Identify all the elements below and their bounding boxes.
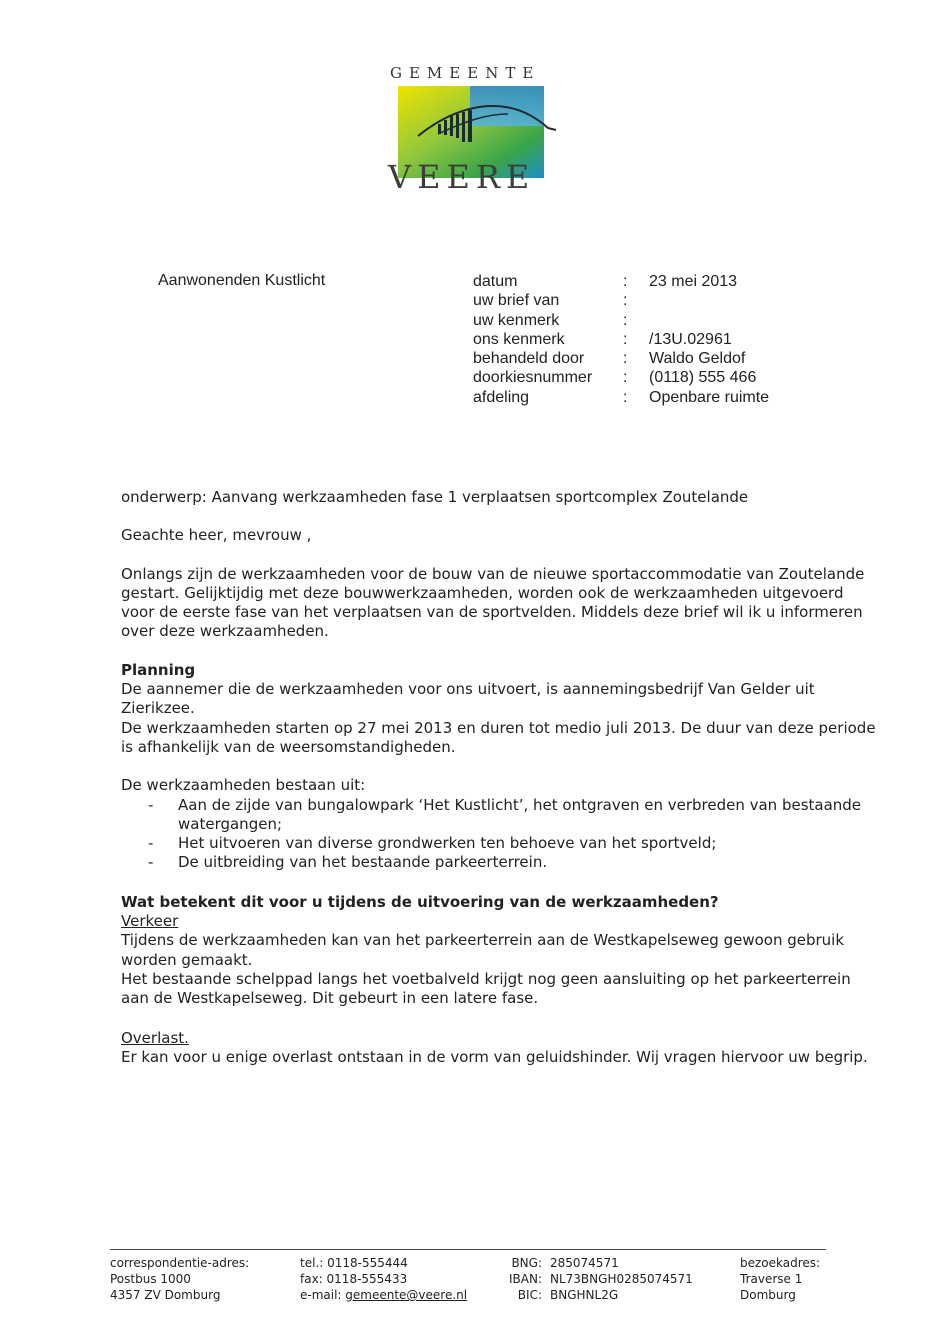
- meta-separator: :: [623, 273, 628, 290]
- footer-email-line: [300, 1287, 467, 1303]
- meta-label: afdeling: [473, 388, 530, 406]
- footer-address-line: correspondentie-adres:: [110, 1256, 250, 1270]
- works-intro: De werkzaamheden bestaan uit:: [121, 776, 366, 795]
- footer-address-line: Postbus 1000: [110, 1272, 191, 1286]
- recipient: Aanwonenden Kustlicht: [158, 272, 326, 289]
- email-link[interactable]: gemeente@veere.nl: [345, 1288, 468, 1302]
- list-item: - Het uitvoeren van diverse grondwerken ten behoeve van het sportveld;: [121, 834, 881, 853]
- meta-label: datum: [473, 273, 518, 290]
- salutation: Geachte heer, mevrouw ,: [121, 526, 312, 545]
- meta-value: 23 mei 2013: [649, 273, 738, 290]
- footer-phone: tel.: 0118-555444: [300, 1256, 408, 1270]
- meta-separator: :: [623, 388, 628, 406]
- impact-heading: Wat betekent dit voor u tijdens de uitvoering van de werkzaamheden?: [121, 892, 719, 911]
- subject-line: onderwerp: Aanvang werkzaamheden fase 1 verplaatsen sportcomplex Zoutelande: [121, 488, 749, 506]
- footer-bank-label: BNG:: [511, 1256, 542, 1270]
- traffic-heading: Verkeer: [121, 912, 179, 931]
- meta-label: behandeld door: [473, 350, 585, 368]
- planning-heading: Planning: [121, 660, 196, 679]
- footer-bank-value: 285074571: [550, 1256, 619, 1270]
- logo-top-text: GEMEENTE: [390, 64, 541, 82]
- meta-value: Waldo Geldof: [649, 350, 746, 368]
- meta-value: /13U.02961: [649, 330, 732, 348]
- works-list: [121, 796, 881, 873]
- letter-footer: [110, 1249, 826, 1302]
- planning-paragraph-2: De werkzaamheden starten op 27 mei 2013 en duren tot medio juli 2013. De duur van deze periode is afhankelijk van de weersomstandigheden.: [121, 718, 876, 756]
- footer-fax: fax: 0118-555433: [300, 1272, 408, 1286]
- footer-bank-label: BIC:: [517, 1288, 542, 1302]
- footer-address-line: 4357 ZV Domburg: [110, 1288, 221, 1302]
- meta-label: ons kenmerk: [473, 330, 565, 348]
- footer-visit-line: bezoekadres:: [740, 1256, 821, 1270]
- meta-separator: :: [623, 350, 628, 368]
- list-item: - Aan de zijde van bungalowpark ‘Het Kustlicht’, het ontgraven en verbreden van bestaande watergangen;: [121, 796, 881, 835]
- footer-bank-value: BNGHNL2G: [550, 1288, 619, 1302]
- meta-separator: :: [623, 369, 628, 387]
- meta-separator: :: [623, 311, 628, 329]
- footer-bank-value: NL73BNGH0285074571: [550, 1272, 693, 1286]
- footer-bank-label: IBAN:: [509, 1272, 542, 1286]
- traffic-paragraph-2: Het bestaande schelppad langs het voetbalveld krijgt nog geen aansluiting op het parkeerterrein aan de Westkapelseweg. Dit gebeurt in een latere fase.: [121, 969, 851, 1008]
- meta-separator: :: [623, 292, 628, 310]
- nuisance-paragraph: Er kan voor u enige overlast ontstaan in de vorm van geluidshinder. Wij vragen hiervoor uw begrip.: [121, 1047, 868, 1066]
- meta-separator: :: [623, 330, 628, 348]
- meta-label: uw kenmerk: [473, 311, 560, 329]
- footer-contact: [300, 1255, 467, 1303]
- list-item: - De uitbreiding van het bestaande parkeerterrein.: [121, 853, 881, 872]
- meta-value: (0118) 555 466: [649, 369, 757, 387]
- meta-label: doorkiesnummer: [473, 369, 593, 387]
- meta-label: uw brief van: [473, 292, 560, 310]
- meta-value: Openbare ruimte: [649, 388, 770, 406]
- footer-bank-labels: [500, 1255, 542, 1303]
- footer-email-label: e-mail:: [300, 1288, 346, 1302]
- logo-bottom-text: VEERE: [388, 158, 536, 196]
- footer-visit: [740, 1255, 820, 1303]
- footer-bank-values: [550, 1255, 693, 1303]
- nuisance-heading: Overlast.: [121, 1028, 189, 1047]
- intro-paragraph: Onlangs zijn de werkzaamheden voor de bouw van de nieuwe sportaccommodatie van Zoutelande gestart. Gelijktijdig met deze bouwwerkzaamheden, worden ook de werkzaamheden uitgevoerd voor de eerste fase van het verplaatsen van de sportvelden. Middels deze brief wil ik u informeren over deze werkzaamheden.: [121, 564, 865, 641]
- footer-visit-line: Domburg: [740, 1288, 796, 1302]
- traffic-paragraph-1: Tijdens de werkzaamheden kan van het parkeerterrein aan de Westkapelseweg gewoon gebruik worden gemaakt.: [121, 931, 845, 969]
- planning-paragraph-1: De aannemer die de werkzaamheden voor ons uitvoert, is aannemingsbedrijf Van Gelder uit Zierikzee.: [121, 680, 815, 718]
- letter-body: [121, 488, 881, 1067]
- footer-address: [110, 1255, 249, 1303]
- footer-visit-line: Traverse 1: [740, 1272, 803, 1286]
